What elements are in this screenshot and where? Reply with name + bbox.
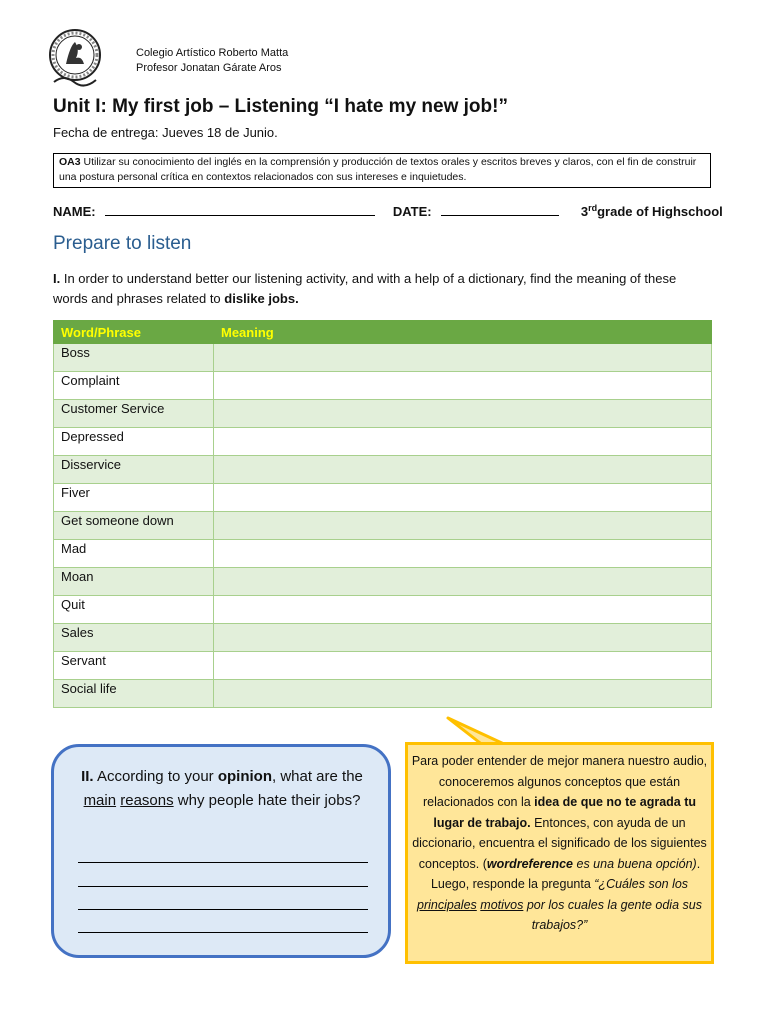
word-cell: Disservice xyxy=(54,456,214,484)
date-line[interactable] xyxy=(441,203,559,216)
meaning-cell[interactable] xyxy=(214,568,712,596)
meaning-cell[interactable] xyxy=(214,624,712,652)
header-word: Word/Phrase xyxy=(54,321,214,344)
table-row xyxy=(54,540,712,568)
callout-text-4: . Luego, responde la pregunta xyxy=(430,856,701,891)
meaning-cell[interactable] xyxy=(214,596,712,624)
meaning-cell[interactable] xyxy=(214,400,712,428)
word-cell: Boss xyxy=(54,344,214,372)
table-row xyxy=(54,596,712,624)
table-row xyxy=(54,652,712,680)
table-row xyxy=(54,400,712,428)
word-cell: Depressed xyxy=(54,428,214,456)
objective-box xyxy=(53,153,711,188)
meaning-cell[interactable] xyxy=(214,512,712,540)
word-cell: Social life xyxy=(54,680,214,708)
meaning-cell[interactable] xyxy=(214,540,712,568)
name-label: NAME: xyxy=(53,204,96,220)
grade-label xyxy=(581,203,723,219)
student-info-row xyxy=(53,203,723,220)
table-row xyxy=(54,512,712,540)
word-cell: Quit xyxy=(54,596,214,624)
objective-text: Utilizar su conocimiento del inglés en la comprensión y producción de textos orales y escritos breves y claros, con el fin de construir una postura personal crítica en contextos relacionados con sus intereses e inquietudes. xyxy=(59,156,697,183)
question-reasons: reasons xyxy=(120,792,174,809)
name-line[interactable] xyxy=(105,203,375,216)
question-main: main xyxy=(83,792,117,809)
opinion-question xyxy=(74,765,370,813)
word-cell: Customer Service xyxy=(54,400,214,428)
school-header xyxy=(136,46,288,76)
callout-question-1: “¿Cuáles son los xyxy=(594,877,689,891)
callout-idea: idea de que no te agrada tu lugar de trabajo. xyxy=(433,795,697,830)
table-row xyxy=(54,624,712,652)
instruction-number: I. xyxy=(53,271,61,286)
callout-text-2: Entonces, con ayuda de un diccionario, encuentra el significado de los siguientes conceptos. ( xyxy=(412,815,707,871)
school-name: Colegio Artístico Roberto Matta xyxy=(136,47,289,59)
callout-principales: principales xyxy=(417,897,477,912)
opinion-question-box xyxy=(51,744,391,958)
word-cell: Sales xyxy=(54,624,214,652)
table-row xyxy=(54,372,712,400)
table-row xyxy=(54,344,712,372)
answer-line-4[interactable] xyxy=(78,932,368,933)
table-header-row xyxy=(54,321,712,344)
word-cell: Servant xyxy=(54,652,214,680)
table-row xyxy=(54,428,712,456)
table-row xyxy=(54,484,712,512)
question-part-2: , what are the xyxy=(272,768,363,785)
school-logo xyxy=(48,28,102,90)
section-title: Prepare to listen xyxy=(53,233,192,254)
callout-question-2: por los cuales la gente odia sus trabajos?” xyxy=(523,897,702,932)
header-meaning: Meaning xyxy=(214,321,712,344)
word-cell: Fiver xyxy=(54,484,214,512)
word-cell: Mad xyxy=(54,540,214,568)
meaning-cell[interactable] xyxy=(214,428,712,456)
table-row xyxy=(54,568,712,596)
question-part-1: According to your xyxy=(93,768,218,785)
answer-line-3[interactable] xyxy=(78,909,368,910)
question-part-3: why people hate their jobs? xyxy=(173,792,361,809)
answer-line-1[interactable] xyxy=(78,862,368,863)
question-opinion: opinion xyxy=(217,768,272,785)
word-cell: Get someone down xyxy=(54,512,214,540)
objective-code: OA3 xyxy=(59,156,81,168)
grade-number: 3 xyxy=(580,204,589,220)
table-row xyxy=(54,680,712,708)
meaning-cell[interactable] xyxy=(214,344,712,372)
callout-motivos: motivos xyxy=(480,897,524,912)
meaning-cell[interactable] xyxy=(214,652,712,680)
instruction-callout xyxy=(405,742,714,964)
due-date: Fecha de entrega: Jueves 18 de Junio. xyxy=(53,125,278,140)
page-title: Unit I: My first job – Listening “I hate my new job!” xyxy=(53,96,508,117)
table-row xyxy=(54,456,712,484)
date-label: DATE: xyxy=(392,204,432,220)
instruction-bold: dislike jobs. xyxy=(224,291,299,306)
meaning-cell[interactable] xyxy=(214,372,712,400)
teacher-name: Profesor Jonatan Gárate Aros xyxy=(136,62,282,74)
word-cell: Moan xyxy=(54,568,214,596)
table-body xyxy=(54,344,712,708)
meaning-cell[interactable] xyxy=(214,680,712,708)
meaning-cell[interactable] xyxy=(214,484,712,512)
word-cell: Complaint xyxy=(54,372,214,400)
grade-text: grade of Highschool xyxy=(597,204,723,220)
callout-wordreference: wordreference xyxy=(486,856,574,871)
instruction-body: In order to understand better our listening activity, and with a help of a dictionary, find the meaning of these words and phrases related to xyxy=(53,271,677,306)
callout-text-1: Para poder entender de mejor manera nuestro audio, conoceremos algunos conceptos que están relacionados con la xyxy=(411,754,708,809)
vocabulary-table xyxy=(53,320,712,708)
callout-text-3: es una buena opción) xyxy=(573,856,697,871)
question-number: II. xyxy=(81,768,94,785)
answer-line-2[interactable] xyxy=(78,886,368,887)
meaning-cell[interactable] xyxy=(214,456,712,484)
instruction-text xyxy=(53,269,713,309)
grade-suffix: rd xyxy=(588,203,598,213)
